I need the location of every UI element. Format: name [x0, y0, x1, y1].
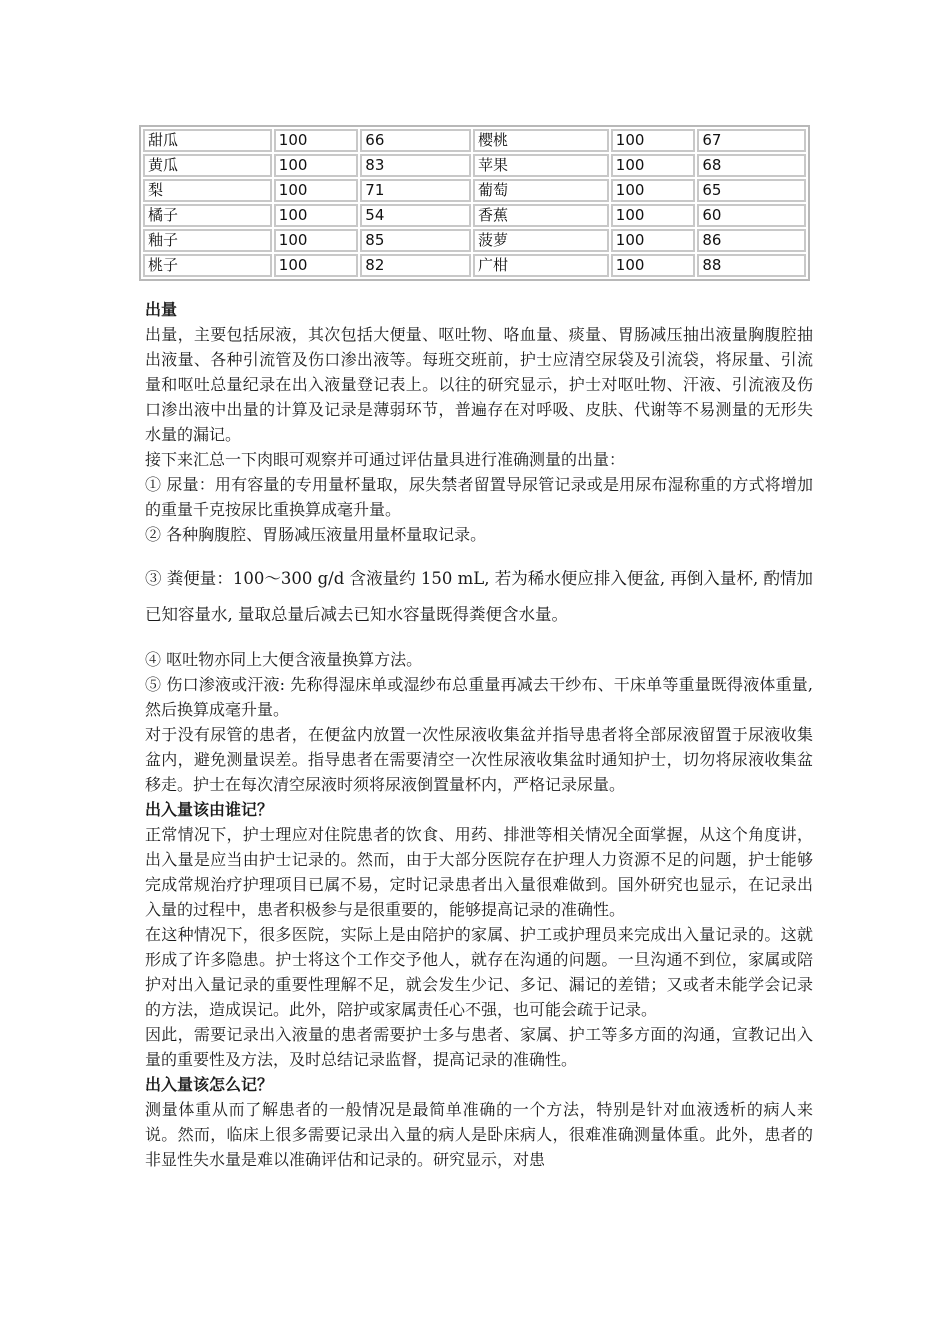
table-cell: 54: [360, 204, 471, 227]
table-cell: 香蕉: [473, 204, 609, 227]
table-cell: 60: [697, 204, 806, 227]
table-cell: 100: [611, 254, 696, 277]
paragraph: 正常情况下，护士理应对住院患者的饮食、用药、排泄等相关情况全面掌握，从这个角度讲，出入量是应当由护士记录的。然而，由于大部分医院存在护理人力资源不足的问题，护士能够完成常规治疗护理项目已属不易，定时记录患者出入量很难做到。国外研究也显示，在记录出入量的过程中，患者积极参与是很重要的，能够提高记录的准确性。: [145, 825, 813, 919]
table-cell: 葡萄: [473, 179, 609, 202]
table-cell: 菠萝: [473, 229, 609, 252]
table-cell: 71: [360, 179, 471, 202]
list-item: ① 尿量：用有容量的专用量杯量取，尿失禁者留置导尿管记录或是用尿布湿称重的方式将增加的重量千克按尿比重换算成毫升量。: [145, 475, 813, 519]
paragraph: 在这种情况下，很多医院，实际上是由陪护的家属、护工或护理员来完成出入量记录的。这就形成了许多隐患。护士将这个工作交予他人，就存在沟通的问题。一旦沟通不到位，家属或陪护对出入量记录的重要性理解不足，就会发生少记、多记、漏记的差错；又或者未能学会记录的方法，造成误记。此外，陪护或家属责任心不强，也可能会疏于记录。: [145, 925, 813, 1019]
table-cell: 100: [611, 154, 696, 177]
table-cell: 82: [360, 254, 471, 277]
table-row: [143, 204, 806, 227]
paragraph: 测量体重从而了解患者的一般情况是最简单准确的一个方法，特别是针对血液透析的病人来说。然而，临床上很多需要记录出入量的病人是卧床病人，很难准确测量体重。此外，患者的非显性失水量是难以准确评估和记录的。研究显示，对患: [145, 1100, 813, 1169]
table-cell: 100: [274, 179, 359, 202]
table-row: [143, 154, 806, 177]
table-cell: 苹果: [473, 154, 609, 177]
table-cell: 66: [360, 129, 471, 152]
table-cell: 橘子: [143, 204, 272, 227]
table-cell: 88: [697, 254, 806, 277]
paragraph: 出量，主要包括尿液，其次包括大便量、呕吐物、咯血量、痰量、胃肠减压抽出液量胸腹腔抽出液量、各种引流管及伤口渗出液等。每班交班前，护士应清空尿袋及引流袋，将尿量、引流量和呕吐总量纪录在出入液量登记表上。以往的研究显示，护士对呕吐物、汗液、引流液及伤口渗出液中出量的计算及记录是薄弱环节，普遍存在对呼吸、皮肤、代谢等不易测量的无形失水量的漏记。: [145, 325, 813, 444]
section-heading-how: 出入量该怎么记？: [145, 1075, 274, 1094]
table-cell: 100: [274, 229, 359, 252]
fruit-water-content-table: [139, 125, 810, 281]
table-cell: 67: [697, 129, 806, 152]
table-cell: 65: [697, 179, 806, 202]
article-body: [145, 297, 813, 1172]
paragraph: 因此，需要记录出入液量的患者需要护士多与患者、家属、护工等多方面的沟通，宣教记出入量的重要性及方法，及时总结记录监督，提高记录的准确性。: [145, 1025, 813, 1069]
paragraph: 对于没有尿管的患者，在便盆内放置一次性尿液收集盆并指导患者将全部尿液留置于尿液收集盆内，避免测量误差。指导患者在需要清空一次性尿液收集盆时通知护士，切勿将尿液收集盆移走。护士在每次清空尿液时须将尿液倒置量杯内，严格记录尿量。: [145, 725, 813, 794]
table-cell: 梨: [143, 179, 272, 202]
table-cell: 86: [697, 229, 806, 252]
table-cell: 68: [697, 154, 806, 177]
table-cell: 樱桃: [473, 129, 609, 152]
table-cell: 广柑: [473, 254, 609, 277]
table-cell: 100: [274, 254, 359, 277]
list-item: ③ 粪便量：100～300 g/d 含液量约 150 mL, 若为稀水便应排入便盆, 再倒入量杯, 酌情加已知容量水, 量取总量后减去已知水容量既得粪便含水量。: [145, 569, 813, 624]
table-row: [143, 229, 806, 252]
table-cell: 100: [274, 129, 359, 152]
table-cell: 100: [274, 154, 359, 177]
list-item: ② 各种胸腹腔、胃肠减压液量用量杯量取记录。: [145, 525, 487, 544]
section-heading-output: 出量: [145, 300, 178, 319]
table-cell: 100: [611, 179, 696, 202]
table-cell: 83: [360, 154, 471, 177]
section-heading-who: 出入量该由谁记？: [145, 800, 274, 819]
table-cell: 100: [611, 129, 696, 152]
paragraph: 接下来汇总一下肉眼可观察并可通过评估量具进行准确测量的出量：: [145, 450, 626, 469]
table-cell: 100: [611, 229, 696, 252]
table-row: [143, 129, 806, 152]
table-cell: 釉子: [143, 229, 272, 252]
table-cell: 85: [360, 229, 471, 252]
table-cell: 甜瓜: [143, 129, 272, 152]
table-cell: 黄瓜: [143, 154, 272, 177]
table-row: [143, 254, 806, 277]
table-cell: 100: [611, 204, 696, 227]
table-cell: 桃子: [143, 254, 272, 277]
table-row: [143, 179, 806, 202]
list-item: ④ 呕吐物亦同上大便含液量换算方法。: [145, 650, 423, 669]
list-item: ⑤ 伤口渗液或汗液: 先称得湿床单或湿纱布总重量再减去干纱布、干床单等重量既得液体重量, 然后换算成毫升量。: [145, 675, 813, 719]
table-cell: 100: [274, 204, 359, 227]
